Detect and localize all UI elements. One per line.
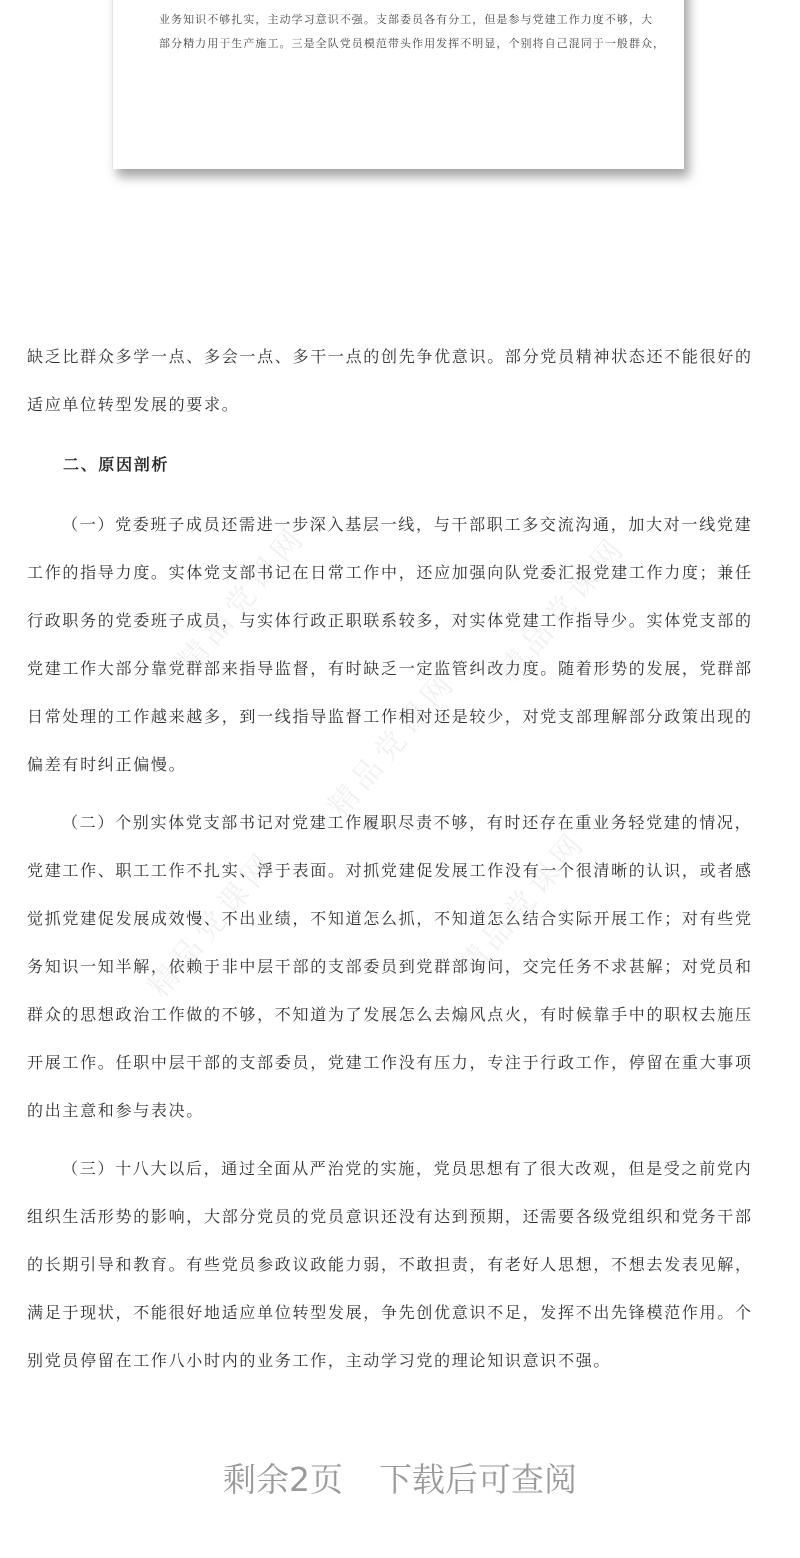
download-to-view-label[interactable]: 下载后可查阅: [379, 1460, 577, 1499]
text-line: 行政职务的党委班子成员，与实体行政正职联系较多，对实体党建工作指导少。实体党支部的: [27, 611, 753, 630]
page-preview-card: [112, 0, 684, 169]
text-line: （三）十八大以后，通过全面从严治党的实施，党员思想有了很大改观，但是受之前党内: [62, 1159, 753, 1178]
text-line: 缺乏比群众多学一点、多会一点、多干一点的创先争优意识。部分党员精神状态还不能很好的: [27, 347, 753, 366]
text-line: 组织生活形势的影响，大部分党员的党员意识还没有达到预期，还需要各级党组织和党务干部: [27, 1207, 753, 1226]
watermark: 精品党课网: [141, 844, 284, 1005]
watermark: 精品党课网: [451, 824, 594, 985]
section-heading: 二、原因剖析: [63, 455, 170, 474]
download-prompt[interactable]: [0, 1458, 800, 1502]
text-line: （二）个别实体党支部书记对党建工作履职尽责不够，有时还存在重业务轻党建的情况，: [62, 813, 753, 832]
text-line: 满足于现状，不能很好地适应单位转型发展，争先创优意识不足，发挥不出先锋模范作用。个: [27, 1303, 753, 1322]
text-line: 日常处理的工作越来越多，到一线指导监督工作相对还是较少，对党支部理解部分政策出现的: [27, 707, 753, 726]
text-line: 群众的思想政治工作做的不够，不知道为了发展怎么去煽风点火，有时候靠手中的职权去施压: [27, 1005, 753, 1024]
text-line: 务知识一知半解，依赖于非中层干部的支部委员到党群部询问，交完任务不求甚解；对党员和: [27, 957, 753, 976]
text-line: 觉抓党建促发展成效慢、不出业绩，不知道怎么抓，不知道怎么结合实际开展工作；对有些党: [27, 909, 753, 928]
text-line: 开展工作。任职中层干部的支部委员，党建工作没有压力，专注于行政工作，停留在重大事项: [27, 1053, 753, 1072]
text-line: 党建工作、职工工作不扎实、浮于表面。对抓党建促发展工作没有一个很清晰的认识，或者感: [27, 861, 753, 880]
text-line: 党建工作大部分靠党群部来指导监督，有时缺乏一定监管纠改力度。随着形势的发展，党群部: [27, 659, 753, 678]
watermark: 精品党课网: [491, 529, 634, 690]
text-line: 偏差有时纠正偏慢。: [27, 755, 187, 774]
remaining-pages-label[interactable]: 剩余2页: [223, 1460, 343, 1499]
watermark: 精品党课网: [321, 664, 464, 825]
watermark: 精品党课网: [171, 519, 314, 680]
text-line: 工作的指导力度。实体党支部书记在日常工作中，还应加强向队党委汇报党建工作力度；兼任: [27, 563, 753, 582]
text-line: （一）党委班子成员还需进一步深入基层一线，与干部职工多交流沟通，加大对一线党建: [62, 515, 753, 534]
text-line: 的长期引导和教育。有些党员参政议政能力弱，不敢担责，有老好人思想，不想去发表见解，: [27, 1255, 753, 1274]
preview-line: 业务知识不够扎实，主动学习意识不强。支部委员各有分工，但是参与党建工作力度不够，大: [159, 13, 654, 26]
text-line: 别党员停留在工作八小时内的业务工作，主动学习党的理论知识意识不强。: [27, 1351, 612, 1370]
text-line: 适应单位转型发展的要求。: [27, 395, 240, 414]
text-line: 的出主意和参与表决。: [27, 1101, 205, 1120]
preview-line: 部分精力用于生产施工。三是全队党员模范带头作用发挥不明显，个别将自己混同于一般群众，: [159, 37, 666, 50]
